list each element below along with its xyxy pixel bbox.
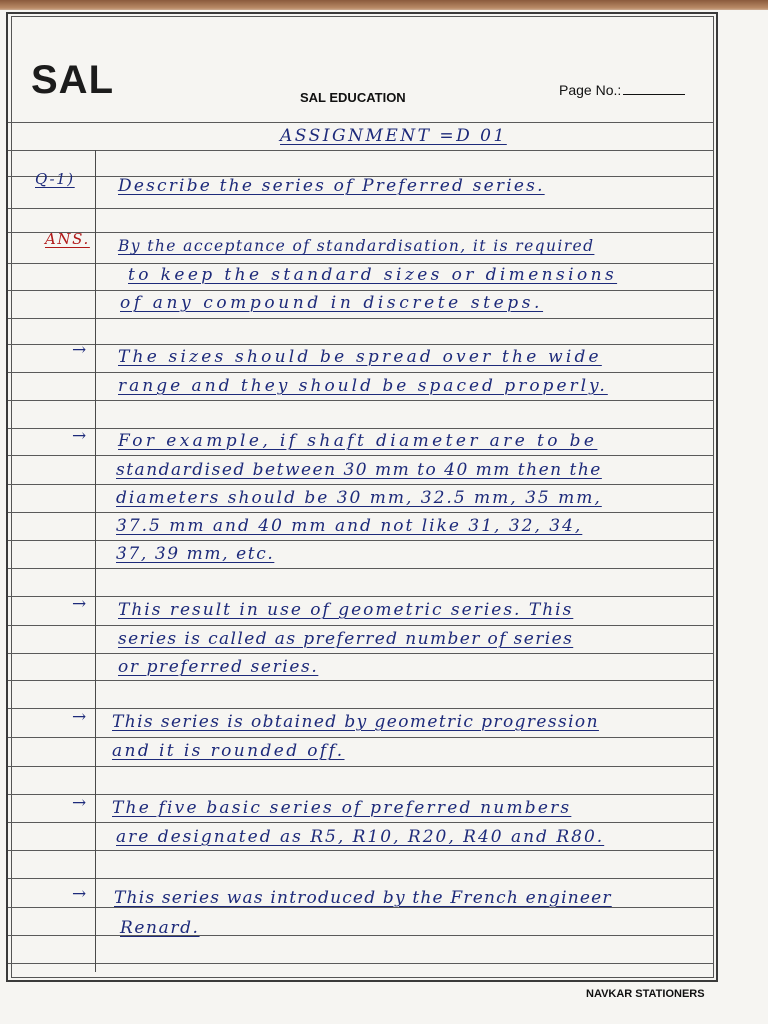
point-line: 37, 39 mm, etc. [116,544,275,564]
arrow-marker: → [72,426,88,446]
point-line: or preferred series. [118,657,319,677]
point-line: range and they should be spaced properly. [118,376,608,396]
point-line: standardised between 30 mm to 40 mm then the [116,460,602,480]
brand-name: SAL EDUCATION [300,90,406,105]
arrow-marker: → [72,707,88,727]
question-text: Describe the series of Preferred series. [118,176,545,196]
margin-line [95,150,96,972]
answer-line: of any compound in discrete steps. [120,293,544,313]
answer-line: to keep the standard sizes or dimensions [128,265,618,285]
page-number-blank [623,94,685,95]
assignment-title: ASSIGNMENT =D 01 [280,126,507,146]
point-line: For example, if shaft diameter are to be [118,431,598,451]
arrow-marker: → [72,340,88,360]
arrow-marker: → [72,594,88,614]
arrow-marker: → [72,884,88,904]
question-marker: Q-1) [35,170,75,188]
page-number-label: Page No.: [559,82,622,98]
page-number-field [559,82,685,98]
point-line: are designated as R5, R10, R20, R40 and R80. [116,827,605,847]
answer-line: By the acceptance of standardisation, it is required [118,237,595,255]
answer-marker: ANS. [45,230,90,248]
point-line: This series is obtained by geometric progression [112,712,599,732]
point-line: series is called as preferred number of series [118,629,574,649]
point-line: and it is rounded off. [112,741,345,761]
point-line: 37.5 mm and 40 mm and not like 31, 32, 34, [116,516,583,536]
point-line: The sizes should be spread over the wide [118,347,602,367]
arrow-marker: → [72,793,88,813]
sal-logo: SAL [31,58,114,102]
point-line: diameters should be 30 mm, 32.5 mm, 35 mm, [116,488,602,508]
point-line: Renard. [120,918,200,938]
stationer-footer: NAVKAR STATIONERS [586,988,705,1000]
point-line: The five basic series of preferred numbers [112,798,572,818]
point-line: This series was introduced by the French engineer [114,888,612,908]
point-line: This result in use of geometric series. This [118,600,574,620]
